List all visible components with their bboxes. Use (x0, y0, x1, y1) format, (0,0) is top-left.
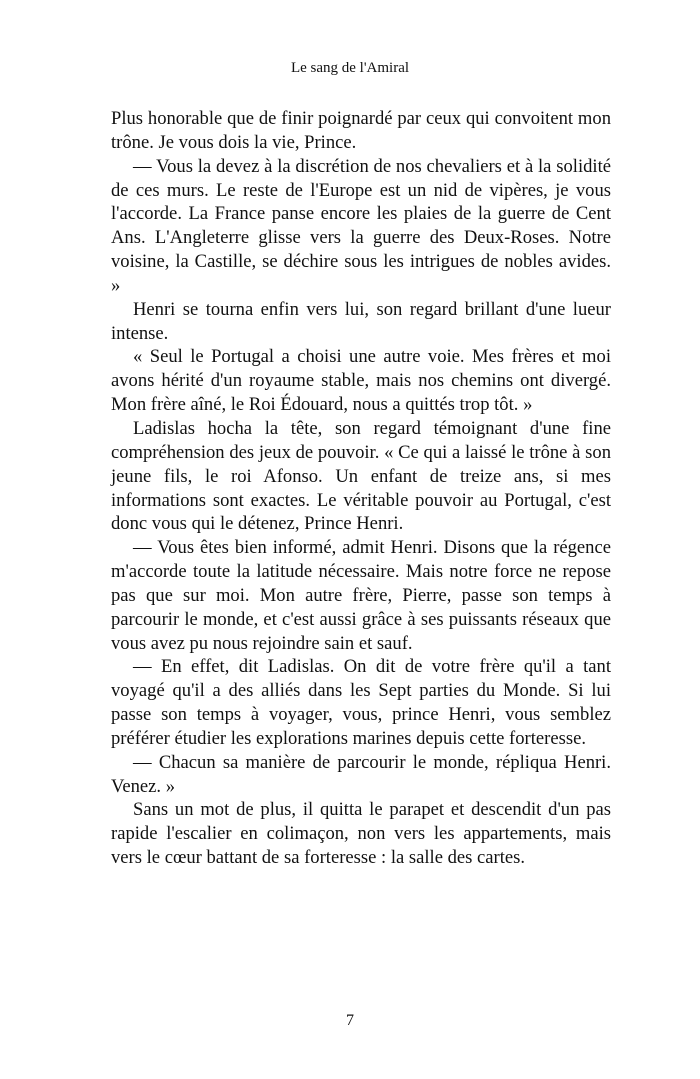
page-number: 7 (346, 1012, 354, 1029)
paragraph: Ladislas hocha la tête, son regard témoignant d'une fine compréhension des jeux de pouvoir. « Ce qui a laissé le trône à son jeune fils, le roi Afonso. Un enfant de treize ans, si mes informations sont exactes. Le véritable pouvoir au Portugal, c'est donc vous qui le détenez, Prince Henri. (111, 417, 611, 535)
paragraph: Henri se tourna enfin vers lui, son regard brillant d'une lueur intense. (111, 298, 611, 344)
page-body (111, 107, 611, 870)
paragraph: — Vous la devez à la discrétion de nos chevaliers et à la solidité de ces murs. Le reste de l'Europe est un nid de vipères, je vous l'accorde. La France panse encore les plaies de la guerre de Cent Ans. L'Angleterre glisse vers la guerre des Deux-Roses. Notre voisine, la Castille, se déchire sous les intrigues de nobles avides. » (111, 155, 611, 296)
paragraph: « Seul le Portugal a choisi une autre voie. Mes frères et moi avons hérité d'un royaume stable, mais nos chemins ont divergé. Mon frère aîné, le Roi Édouard, nous a quittés trop tôt. » (111, 346, 611, 416)
paragraph: Sans un mot de plus, il quitta le parapet et descendit d'un pas rapide l'escalier en colimaçon, non vers les appartements, mais vers le cœur battant de sa forteresse : la salle des cartes. (111, 799, 611, 869)
paragraph: — Chacun sa manière de parcourir le monde, répliqua Henri. Venez. » (111, 751, 611, 797)
running-header: Le sang de l'Amiral (290, 60, 410, 76)
paragraph: — Vous êtes bien informé, admit Henri. Disons que la régence m'accorde toute la latitude nécessaire. Mais notre force ne repose pas que sur moi. Mon autre frère, Pierre, passe son temps à parcourir le monde, et c'est aussi grâce à ses puissants réseaux que vous avez pu nous rejoindre sain et sauf. (111, 537, 611, 654)
paragraph: — En effet, dit Ladislas. On dit de votre frère qu'il a tant voyagé qu'il a des alliés dans les Sept parties du Monde. Si lui passe son temps à voyager, vous, prince Henri, vous semblez préférer étudier les explorations marines depuis cette forteresse. (111, 656, 611, 749)
paragraph: Plus honorable que de finir poignardé par ceux qui convoitent mon trône. Je vous dois la vie, Prince. (111, 108, 611, 153)
